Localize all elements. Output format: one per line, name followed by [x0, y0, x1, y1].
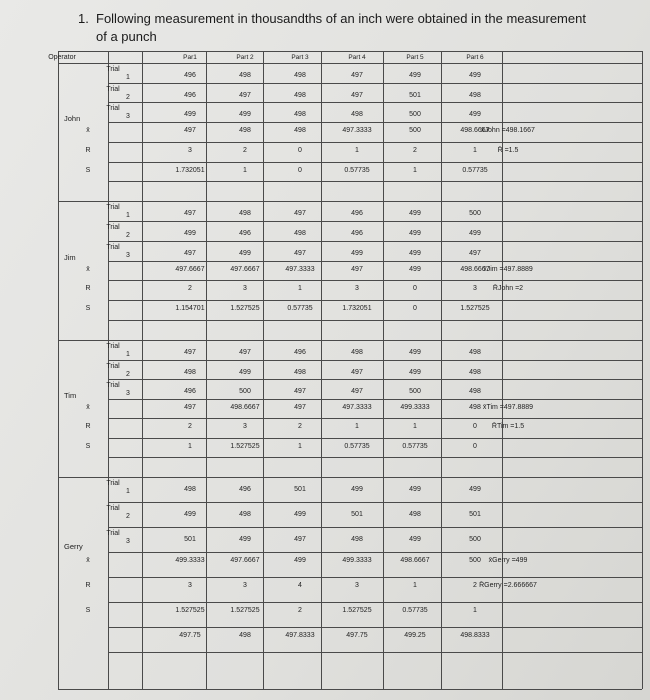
s-value: 1 — [243, 166, 247, 174]
r-value: 0 — [413, 285, 417, 293]
row-divider — [108, 102, 642, 103]
trial-value: 497 — [239, 349, 251, 356]
xbar-value: 497.3333 — [285, 265, 315, 273]
row-divider — [108, 261, 642, 262]
xbar-value: 498.6667 — [460, 127, 490, 135]
xbar-value: 499.3333 — [400, 403, 430, 411]
xbar-value: 497 — [294, 403, 306, 411]
trial-value: 499 — [409, 249, 421, 257]
trial-value: 501 — [469, 511, 481, 518]
s-value: 1 — [413, 166, 417, 174]
stat-symbol: S — [85, 166, 91, 174]
xbar-value: 499 — [294, 557, 306, 564]
trial-value: 496 — [239, 486, 251, 493]
r-value: 2 — [188, 423, 192, 431]
row-divider — [108, 552, 642, 553]
trial-label: Trial — [106, 530, 120, 537]
question-number: 1. — [78, 11, 89, 26]
trial-number: 3 — [126, 538, 130, 545]
s-value: 0.57735 — [402, 607, 428, 614]
question-text: Following measurement in thousandths of an inch were obtained in the measurement of a punch — [96, 11, 586, 44]
trial-value: 498 — [239, 210, 251, 217]
trial-label: Trial — [106, 204, 120, 211]
trial-value: 498 — [351, 536, 363, 543]
trial-label: Trial — [106, 382, 120, 390]
trial-value: 498 — [409, 511, 421, 518]
part-header: Part 6 — [466, 54, 484, 61]
stat-symbol: x̄ — [86, 557, 90, 564]
trial-number: 1 — [126, 74, 130, 81]
trial-value: 498 — [184, 486, 196, 493]
xbar-value: 497.6667 — [230, 557, 260, 564]
r-value: 2 — [188, 285, 192, 293]
summary-note: x̄Tim =497.8889 — [482, 403, 534, 411]
trial-value: 499 — [294, 511, 306, 518]
s-value: 1 — [188, 442, 192, 450]
column-line — [142, 51, 143, 689]
trial-number: 3 — [126, 390, 130, 398]
row-divider — [108, 122, 642, 123]
part-header: Part 2 — [236, 54, 254, 61]
trial-value: 499 — [409, 368, 421, 376]
r-value: 3 — [243, 285, 247, 293]
row-divider — [108, 241, 642, 242]
r-value: 1 — [413, 582, 417, 589]
trial-label: Trial — [106, 85, 120, 93]
trial-value: 498 — [351, 111, 363, 119]
s-value: 0.57735 — [344, 442, 370, 450]
trial-number: 3 — [126, 113, 130, 121]
xbar-value: 497.6667 — [230, 265, 260, 273]
extra-value: 497.8333 — [285, 632, 315, 639]
trial-value: 497 — [184, 210, 196, 217]
trial-value: 499 — [469, 486, 481, 493]
xbar-value: 498 — [239, 127, 251, 135]
measurement-table — [48, 51, 642, 689]
row-divider — [108, 399, 642, 400]
trial-value: 498 — [469, 349, 481, 356]
row-divider — [108, 577, 642, 578]
s-value: 1.527525 — [342, 607, 372, 614]
column-line — [58, 51, 59, 689]
trial-number: 1 — [126, 212, 130, 219]
trial-number: 1 — [126, 351, 130, 358]
trial-value: 497 — [239, 91, 251, 99]
trial-value: 497 — [351, 72, 363, 79]
column-line — [263, 51, 264, 689]
trial-value: 497 — [294, 388, 306, 396]
trial-value: 500 — [469, 210, 481, 217]
row-divider — [108, 602, 642, 603]
trial-value: 499 — [184, 229, 196, 237]
xbar-value: 497.3333 — [342, 403, 372, 411]
operator-block-divider — [58, 477, 642, 478]
operator-name: John — [64, 114, 81, 124]
s-value: 1.732051 — [342, 305, 372, 313]
r-value: 1 — [355, 423, 359, 431]
stat-symbol: S — [85, 305, 91, 313]
stat-symbol: R — [85, 423, 91, 431]
stat-symbol: x̄ — [86, 127, 90, 135]
r-value: 3 — [243, 423, 247, 431]
column-line — [383, 51, 384, 689]
r-value: 1 — [413, 423, 417, 431]
trial-value: 501 — [294, 486, 306, 493]
xbar-value: 500 — [469, 557, 481, 564]
stat-symbol: R — [85, 285, 91, 293]
stat-symbol: S — [85, 607, 91, 614]
s-value: 1.154701 — [175, 305, 205, 313]
r-value: 2 — [243, 146, 247, 154]
trial-number: 2 — [126, 513, 130, 520]
s-value: 2 — [298, 607, 302, 614]
operator-name: Tim — [64, 390, 77, 400]
trial-value: 499 — [409, 536, 421, 543]
trial-value: 499 — [469, 229, 481, 237]
r-value: 3 — [355, 582, 359, 589]
summary-note: R̄Tim =1.5 — [491, 423, 525, 431]
r-value: 4 — [298, 582, 302, 589]
xbar-value: 498 — [469, 403, 481, 411]
stat-symbol: S — [85, 442, 91, 450]
r-value: 3 — [243, 582, 247, 589]
trial-value: 499 — [239, 111, 251, 119]
trial-value: 497 — [184, 249, 196, 257]
trial-value: 499 — [239, 368, 251, 376]
trial-value: 499 — [409, 229, 421, 237]
row-divider — [108, 438, 642, 439]
trial-value: 498 — [351, 349, 363, 356]
trial-value: 498 — [469, 91, 481, 99]
s-value: 1 — [298, 442, 302, 450]
summary-note: x̄John =498.1667 — [481, 127, 535, 135]
trial-number: 2 — [126, 370, 130, 378]
column-line — [321, 51, 322, 689]
trial-value: 499 — [469, 72, 481, 79]
trial-value: 499 — [469, 111, 481, 119]
trial-number: 3 — [126, 251, 130, 259]
r-value: 2 — [413, 146, 417, 154]
row-divider — [108, 502, 642, 503]
row-divider — [108, 457, 642, 458]
stat-symbol: R — [85, 146, 91, 154]
trial-value: 497 — [351, 91, 363, 99]
trial-value: 499 — [351, 249, 363, 257]
trial-value: 499 — [184, 111, 196, 119]
trial-value: 496 — [184, 72, 196, 79]
r-value: 1 — [298, 285, 302, 293]
extra-value: 497.75 — [179, 632, 201, 639]
summary-note: R̄ =1.5 — [497, 146, 519, 154]
trial-value: 500 — [409, 388, 421, 396]
row-divider — [108, 162, 642, 163]
r-value: 1 — [355, 146, 359, 154]
extra-value: 498 — [239, 632, 251, 639]
extra-value: 499.25 — [404, 632, 426, 639]
xbar-value: 498.6667 — [400, 557, 430, 564]
trial-number: 1 — [126, 488, 130, 495]
xbar-value: 497 — [184, 403, 196, 411]
operator-name: Gerry — [64, 542, 83, 551]
r-value: 3 — [188, 582, 192, 589]
trial-label: Trial — [106, 343, 120, 350]
r-value: 3 — [473, 285, 477, 293]
part-header: Part 3 — [291, 54, 309, 61]
row-divider — [108, 83, 642, 84]
stat-symbol: x̄ — [86, 265, 90, 273]
r-value: 2 — [473, 582, 477, 589]
trial-value: 498 — [294, 368, 306, 376]
xbar-value: 497.3333 — [342, 127, 372, 135]
trial-value: 496 — [184, 91, 196, 99]
trial-number: 2 — [126, 231, 130, 239]
row-divider — [108, 360, 642, 361]
summary-note: x̄Gerry =499 — [488, 557, 528, 564]
stat-symbol: R — [85, 582, 91, 589]
trial-value: 496 — [351, 229, 363, 237]
xbar-value: 498.6667 — [460, 265, 490, 273]
trial-value: 501 — [184, 536, 196, 543]
trial-value: 497 — [351, 368, 363, 376]
trial-label: Trial — [106, 66, 120, 73]
row-divider — [108, 627, 642, 628]
trial-value: 498 — [469, 388, 481, 396]
operator-block-divider — [58, 340, 642, 341]
part-header: Part 4 — [348, 54, 366, 61]
xbar-value: 499.3333 — [175, 557, 205, 564]
row-divider — [108, 280, 642, 281]
row-divider — [108, 379, 642, 380]
trial-value: 498 — [294, 111, 306, 119]
trial-value: 497 — [351, 388, 363, 396]
s-value: 0 — [298, 166, 302, 174]
s-value: 0.57735 — [344, 166, 370, 174]
extra-value: 498.8333 — [460, 632, 490, 639]
s-value: 0 — [413, 305, 417, 313]
r-value: 3 — [188, 146, 192, 154]
xbar-value: 497 — [184, 127, 196, 135]
r-value: 0 — [473, 423, 477, 431]
row-divider — [108, 221, 642, 222]
table-border-top — [58, 51, 642, 52]
trial-value: 500 — [409, 111, 421, 119]
trial-value: 496 — [239, 229, 251, 237]
table-border-bottom — [58, 689, 642, 690]
trial-value: 497 — [294, 210, 306, 217]
operator-name: Jim — [64, 252, 76, 262]
trial-value: 501 — [409, 91, 421, 99]
trial-value: 498 — [294, 72, 306, 79]
s-value: 1 — [473, 607, 477, 614]
trial-value: 498 — [239, 72, 251, 79]
trial-value: 501 — [351, 511, 363, 518]
part-header: Par1 — [183, 54, 197, 61]
trial-label: Trial — [106, 105, 120, 113]
trial-value: 498 — [239, 511, 251, 518]
trial-value: 496 — [184, 388, 196, 396]
extra-value: 497.75 — [346, 632, 368, 639]
trial-label: Trial — [106, 505, 120, 512]
row-divider — [108, 320, 642, 321]
summary-note: x̄Jim =497.8889 — [483, 265, 533, 273]
trial-value: 496 — [294, 349, 306, 356]
trial-value: 500 — [469, 536, 481, 543]
row-divider — [108, 142, 642, 143]
trial-value: 498 — [294, 91, 306, 99]
trial-number: 2 — [126, 93, 130, 101]
summary-note: R̄Gerry =2.666667 — [479, 582, 537, 589]
header-divider — [58, 63, 642, 64]
s-value: 0 — [473, 442, 477, 450]
xbar-value: 499.3333 — [342, 557, 372, 564]
row-divider — [108, 652, 642, 653]
s-value: 0.57735 — [462, 166, 488, 174]
r-value: 3 — [355, 285, 359, 293]
trial-value: 499 — [409, 486, 421, 493]
xbar-value: 499 — [409, 265, 421, 273]
trial-value: 498 — [469, 368, 481, 376]
row-divider — [108, 527, 642, 528]
trial-value: 498 — [184, 368, 196, 376]
s-value: 0.57735 — [287, 305, 313, 313]
trial-label: Trial — [106, 243, 120, 251]
s-value: 1.732051 — [175, 166, 205, 174]
xbar-value: 497.6667 — [175, 265, 205, 273]
stat-symbol: x̄ — [86, 403, 90, 411]
row-divider — [108, 181, 642, 182]
trial-value: 499 — [409, 72, 421, 79]
xbar-value: 497 — [351, 265, 363, 273]
trial-value: 499 — [184, 511, 196, 518]
summary-note: R̄John =2 — [492, 285, 524, 293]
trial-value: 499 — [409, 210, 421, 217]
trial-value: 496 — [351, 210, 363, 217]
trial-value: 499 — [351, 486, 363, 493]
s-value: 1.527525 — [175, 607, 205, 614]
trial-value: 499 — [239, 536, 251, 543]
s-value: 1.527525 — [230, 305, 260, 313]
trial-value: 497 — [294, 536, 306, 543]
trial-value: 498 — [294, 229, 306, 237]
xbar-value: 498.6667 — [230, 403, 260, 411]
column-line — [441, 51, 442, 689]
trial-label: Trial — [106, 223, 120, 231]
trial-value: 499 — [239, 249, 251, 257]
s-value: 1.527525 — [460, 305, 490, 313]
r-value: 2 — [298, 423, 302, 431]
s-value: 1.527525 — [230, 442, 260, 450]
r-value: 1 — [473, 146, 477, 154]
row-divider — [108, 418, 642, 419]
trial-label: Trial — [106, 480, 120, 487]
s-value: 0.57735 — [402, 442, 428, 450]
operator-header: Operator — [48, 54, 76, 61]
row-divider — [108, 300, 642, 301]
xbar-value: 500 — [409, 127, 421, 135]
part-header: Part 5 — [406, 54, 424, 61]
s-value: 1.527525 — [230, 607, 260, 614]
xbar-value: 498 — [294, 127, 306, 135]
r-value: 0 — [298, 146, 302, 154]
trial-value: 497 — [469, 249, 481, 257]
column-line — [642, 51, 643, 689]
column-line — [206, 51, 207, 689]
trial-value: 499 — [409, 349, 421, 356]
trial-value: 497 — [184, 349, 196, 356]
trial-value: 500 — [239, 388, 251, 396]
trial-value: 497 — [294, 249, 306, 257]
trial-label: Trial — [106, 362, 120, 370]
operator-block-divider — [58, 201, 642, 202]
